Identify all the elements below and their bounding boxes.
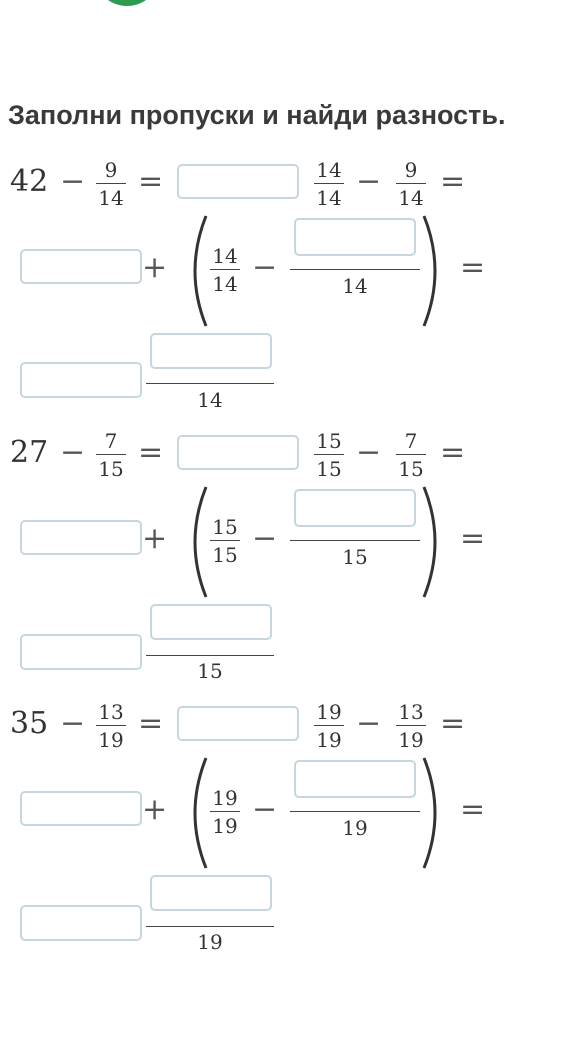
fraction-denominator: 19 [342,816,368,840]
whole-as-fraction [210,515,240,567]
fraction-denominator: 15 [398,457,424,481]
whole-as-fraction [210,786,240,838]
fraction-numerator: 19 [316,700,342,724]
answer-numerator-input[interactable] [150,333,272,369]
fraction-bar [396,725,426,726]
subtrahend-fraction [96,429,126,481]
equals-sign: = [138,706,164,741]
fraction-numerator: 7 [104,429,118,453]
fraction-denominator: 19 [98,728,124,752]
fraction-denominator: 14 [98,186,124,210]
minus-sign: − [356,435,382,470]
fraction-bar [290,269,420,270]
fraction-bar [146,926,274,927]
fraction-denominator: 19 [212,814,238,838]
fraction-numerator: 19 [212,786,238,810]
right-parenthesis-icon [420,756,448,870]
equals-sign: = [460,792,486,827]
plus-sign: + [142,521,168,556]
left-parenthesis-icon [182,485,210,599]
whole-part-input[interactable] [20,791,142,826]
minus-sign: − [252,250,278,285]
whole-as-fraction [314,700,344,752]
fraction-bar [96,725,126,726]
fraction-bar [290,540,420,541]
fraction-denominator: 14 [197,388,223,412]
equals-sign: = [460,250,486,285]
subtrahend-fraction [96,158,126,210]
fraction-bar [146,383,274,384]
equals-sign: = [440,706,466,741]
fraction-numerator: 9 [104,158,118,182]
fraction-denominator: 14 [398,186,424,210]
fraction-numerator: 7 [404,429,418,453]
fraction-numerator: 15 [316,429,342,453]
green-badge [94,0,160,6]
fraction-bar [314,183,344,184]
whole-as-fraction [314,158,344,210]
fraction-denominator: 14 [316,186,342,210]
equals-sign: = [138,435,164,470]
whole-as-fraction [210,244,240,296]
fraction-bar [146,655,274,656]
answer-numerator-input[interactable] [150,604,272,640]
fraction-denominator: 19 [316,728,342,752]
numerator-input[interactable] [294,489,416,527]
whole-part-input[interactable] [20,249,142,284]
answer-numerator-input[interactable] [150,875,272,911]
fraction-bar [396,454,426,455]
fraction-numerator: 13 [98,700,124,724]
numerator-input[interactable] [294,218,416,256]
fraction-bar [314,454,344,455]
whole-number: 27 [10,435,49,470]
fraction-denominator: 15 [316,457,342,481]
fraction-bar [210,811,240,812]
fraction-bar [290,811,420,812]
subtrahend-fraction [96,700,126,752]
answer-whole-input[interactable] [20,362,142,398]
subtrahend-fraction [396,158,426,210]
fraction-denominator: 15 [98,457,124,481]
minus-sign: − [60,164,86,199]
minus-sign: − [356,706,382,741]
whole-number: 35 [10,706,49,741]
fraction-numerator: 14 [316,158,342,182]
whole-part-input[interactable] [177,435,299,470]
numerator-input[interactable] [294,760,416,798]
minus-sign: − [60,706,86,741]
equals-sign: = [460,521,486,556]
fraction-numerator: 15 [212,515,238,539]
fraction-bar [96,454,126,455]
equals-sign: = [440,435,466,470]
fraction-bar [396,183,426,184]
answer-whole-input[interactable] [20,905,142,941]
minus-sign: − [252,521,278,556]
fraction-numerator: 9 [404,158,418,182]
fraction-bar [96,183,126,184]
fraction-denominator: 15 [197,659,223,683]
minus-sign: − [356,164,382,199]
fraction-denominator: 15 [212,543,238,567]
whole-part-input[interactable] [177,706,299,741]
fraction-bar [314,725,344,726]
fraction-denominator: 15 [342,545,368,569]
whole-part-input[interactable] [177,164,299,199]
right-parenthesis-icon [420,485,448,599]
right-parenthesis-icon [420,214,448,328]
equals-sign: = [138,164,164,199]
fraction-bar [210,269,240,270]
whole-number: 42 [10,164,49,199]
plus-sign: + [142,250,168,285]
fraction-denominator: 14 [212,272,238,296]
answer-whole-input[interactable] [20,634,142,670]
whole-as-fraction [314,429,344,481]
equals-sign: = [440,164,466,199]
subtrahend-fraction [396,429,426,481]
fraction-bar [210,540,240,541]
task-title: Заполни пропуски и найди разность. [8,100,506,130]
fraction-denominator: 14 [342,274,368,298]
left-parenthesis-icon [182,214,210,328]
fraction-denominator: 19 [398,728,424,752]
fraction-numerator: 14 [212,244,238,268]
whole-part-input[interactable] [20,520,142,555]
subtrahend-fraction [396,700,426,752]
minus-sign: − [60,435,86,470]
left-parenthesis-icon [182,756,210,870]
fraction-numerator: 13 [398,700,424,724]
fraction-denominator: 19 [197,930,223,954]
minus-sign: − [252,792,278,827]
plus-sign: + [142,792,168,827]
